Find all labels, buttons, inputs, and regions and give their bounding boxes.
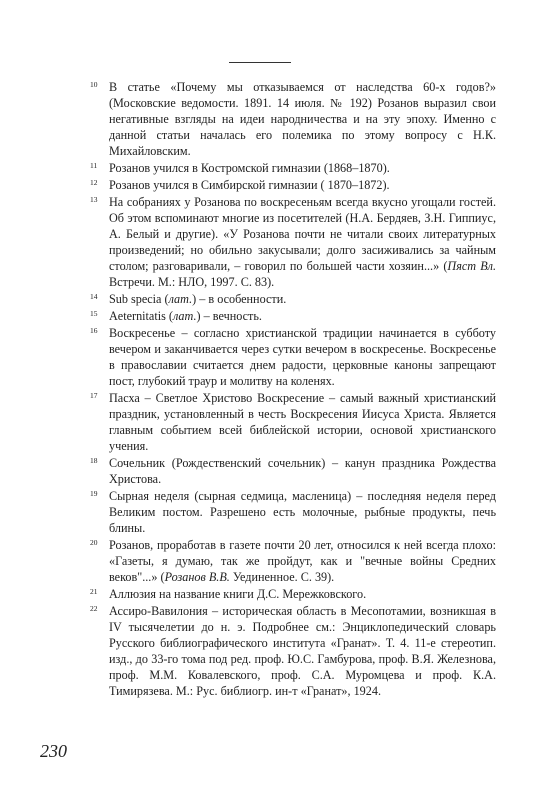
footnote [90,603,496,699]
footnotes-list [90,79,496,700]
footnote-italic-segment: Розанов В.В. [164,570,230,584]
footnote-text-segment: Воскресенье – согласно христианской традиции начинается в субботу вечером и заканчивается через сутки вечером в воскресенье. Воскресенье в православии считается днем радости, церковные каноны запрещают пост, глубокий траур и молитву на коленях. [109,326,496,388]
footnote-text [109,603,496,699]
footnote-text [109,537,496,585]
footnote [90,325,496,389]
footnote-text [109,488,496,536]
footnote [90,586,496,602]
footnote-text [109,586,496,602]
page-number: 230 [40,741,67,761]
footnote-number: 11 [90,161,98,170]
footnote-number: 17 [90,391,98,400]
footnote-number: 16 [90,326,98,335]
footnote-text [109,325,496,389]
footnote-number: 10 [90,80,98,89]
footnote-text [109,79,496,159]
footnote [90,537,496,585]
footnote [90,194,496,290]
footnote-text-segment: На собраниях у Розанова по воскресеньям всегда вкусно угощали гостей. Об этом вспоминают многие из посетителей (Н.А. Бердяев, З.Н. Гиппиус, А. Белый и другие). «У Розанова почти не читали своих литературных произведений; но обильно закусывали; долго засиживались за чайным столом; разговаривали, – говорил по большей части хозяин...» ( [109,195,496,273]
footnote-number: 20 [90,538,98,547]
footnote-separator-rule [229,62,291,63]
footnote-number: 14 [90,292,98,301]
footnote-text-segment: Сочельник (Рождественский сочельник) – канун праздника Рождества Христова. [109,456,496,486]
footnote-text-segment: В статье «Почему мы отказываемся от наследства 60-х годов?» (Московские ведомости. 1891. 14 июля. № 192) Розанов выразил свои негативные взгляды на идеи народничества и на эту эпоху. Именно с данной статьи началась его полемика по этому вопросу с Н.К. Михайловским. [109,80,496,158]
footnote-text-segment: Розанов учился в Костромской гимназии (1868–1870). [109,161,390,175]
footnote-text [109,194,496,290]
footnote-text [109,390,496,454]
footnote-text-segment: Встречи. М.: НЛО, 1997. С. 83). [109,275,275,289]
footnote [90,291,496,307]
footnote-text-segment: Аллюзия на название книги Д.С. Мережковского. [109,587,367,601]
footnote [90,455,496,487]
footnote [90,488,496,536]
footnote-number: 15 [90,309,98,318]
footnote-text-segment: Розанов учился в Симбирской гимназии ( 1870–1872). [109,178,390,192]
footnote [90,79,496,159]
footnote-italic-segment: лат. [168,292,193,306]
footnote-text-segment: Уединенное. С. 39). [229,570,335,584]
footnote-text [109,177,496,193]
footnote-text-segment: Розанов, проработав в газете почти 20 лет, относился к ней всегда плохо: «Газеты, я думаю, так же пройдут, как и "вечные войны Средних веков"...» ( [109,538,496,584]
footnote-text-segment: Aeternitatis ( [109,309,173,323]
footnote-number: 13 [90,195,98,204]
footnote-number: 18 [90,456,98,465]
footnote-italic-segment: Пяст Вл. [447,259,497,273]
footnote-text [109,160,496,176]
footnote [90,308,496,324]
footnote-text-segment: Пасха – Светлое Христово Воскресение – самый важный христианский праздник, установленный в честь Воскресения Иисуса Христа. Является главным событием всей библейской истории, основой христианского учения. [109,391,496,453]
footnote [90,390,496,454]
footnote-text-segment: Sub specia ( [109,292,169,306]
footnote-number: 22 [90,604,98,613]
footnote-italic-segment: лат. [172,309,197,323]
footnote-text [109,455,496,487]
footnote-text-segment: Сырная неделя (сырная седмица, масленица) – последняя неделя перед Великим постом. Разрешено есть молочные, рыбные продукты, печь блины. [109,489,496,535]
footnote-text-segment: ) – в особенности. [192,292,287,306]
footnote-text-segment: Ассиро-Вавилония – историческая область в Месопотамии, возникшая в IV тысячелетии до н. э. Подробнее см.: Энциклопедический словарь Русского библиографического института «Гранат». Т. 4. 11-е стереотип. изд., до 33-го тома под ред. проф. Ю.С. Гамбурова, проф. В.Я. Железнова, проф. М.М. Ковалевского, проф. С.А. Муромцева и проф. К.А. Тимирязева. М.: Рус. библиогр. ин-т «Гранат», 1924. [109,604,496,698]
footnote [90,177,496,193]
footnote-text [109,308,496,324]
footnote-text-segment: ) – вечность. [196,309,262,323]
footnote [90,160,496,176]
footnote-number: 21 [90,587,98,596]
footnote-number: 12 [90,178,98,187]
footnote-number: 19 [90,489,98,498]
footnote-text [109,291,496,307]
